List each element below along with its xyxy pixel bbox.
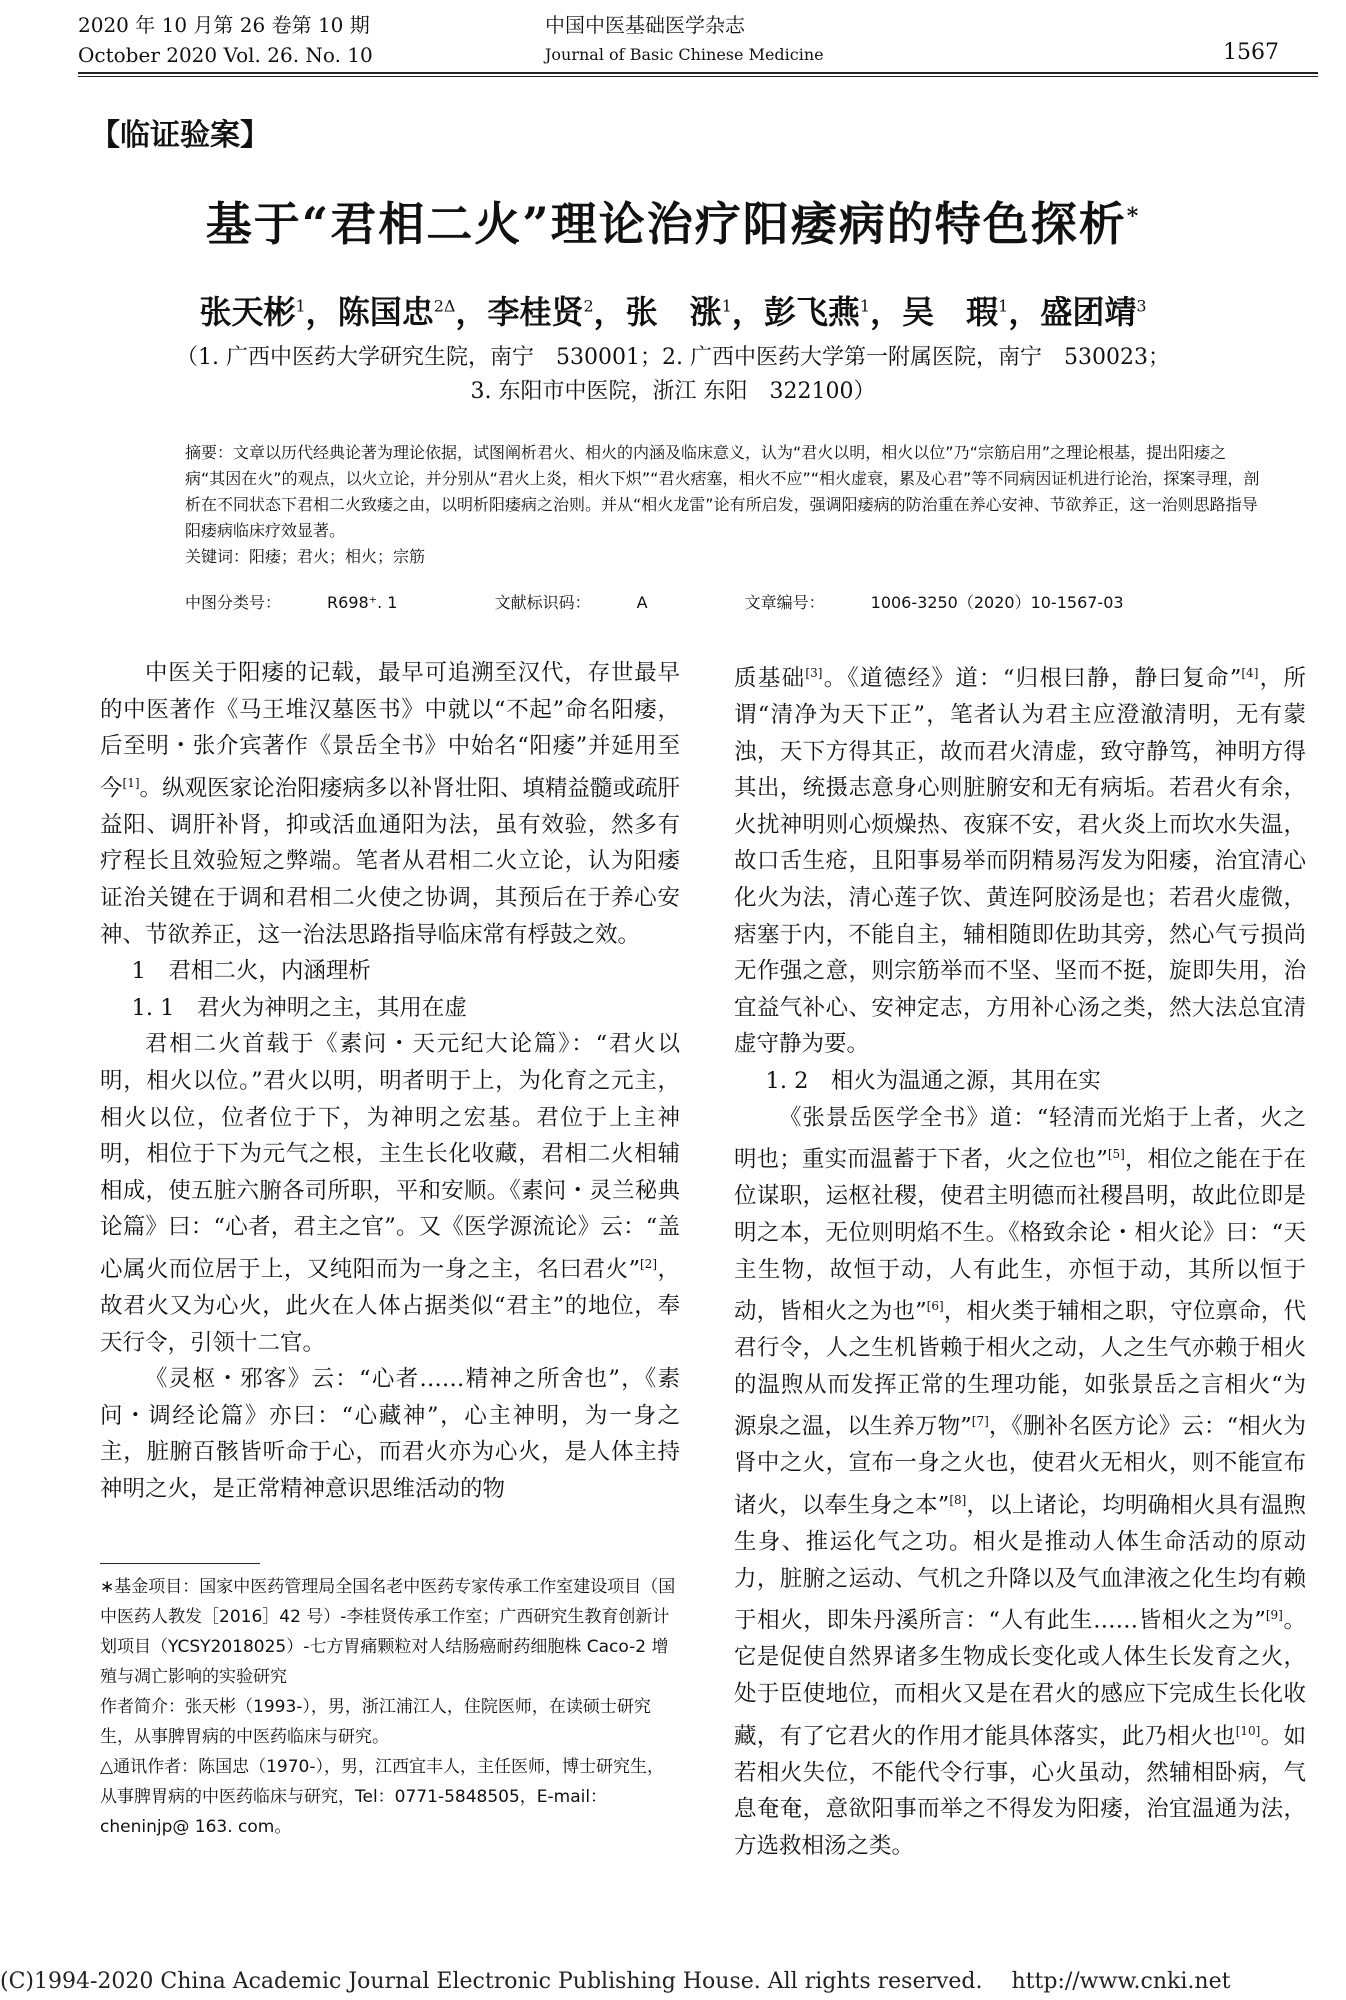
paragraph-text: ，《删补名医方论》云：“相火为肾中之火，宣布一身之火也，使君火无相火，则不能宣布诸火，以奉生身之本” <box>734 1413 1306 1519</box>
author-affil-sup: 1 <box>295 296 306 316</box>
paragraph-text: 。如若相火失位，不能代令行事，心火虽动，然辅相卧病，气息奄奄，意欲阳事而举之不得发为阳痿，治宜温通为法，方选救相汤之类。 <box>734 1723 1306 1859</box>
section-tag: 【临证验案】 <box>90 118 270 153</box>
paragraph-text: ，故君火又为心火，此火在人体占据类似“君主”的地位，奉天行令，引领十二官。 <box>100 1256 680 1356</box>
clc-label: 中图分类号： <box>185 593 282 612</box>
journal-name-cn: 中国中医基础医学杂志 <box>545 13 745 37</box>
author-affil-sup: 1 <box>859 296 871 316</box>
paragraph-text: 中医关于阳痿的记载，最早可追溯至汉代，存世最早的中医著作《马王堆汉墓医书》中就以“不起”命名阳痿，后至明・张介宾著作《景岳全书》中始名“阳痿”并延用至今 <box>100 660 680 802</box>
paragraph-text: ，以上诸论，均明确相火具有温煦生身、推运化气之功。相火是推动人体生命活动的原动力，脏腑之运动、气机之升降以及气血津液之化生均有赖于相火，即朱丹溪所言：“人有此生……皆相火之为” <box>734 1492 1306 1634</box>
abstract-text: 文章以历代经典论著为理论依据，试图阐析君火、相火的内涵及临床意义，认为“君火以明，相火以位”乃“宗筋启用”之理论根基，提出阳痿之病“其因在火”的观点，以火立论，并分别从“君火上炎，相火下炽”“君火痞塞，相火不应”“相火虚衰，累及心君”等不同病因证机进行论治，探案寻理，剖析在不同状态下君相二火致痿之由，以明析阳痿病之治则。并从“相火龙雷”论有所启发，强调阳痿病的防治重在养心安神、节欲养正，这一治则思路指导阳痿病临床疗效显著。 <box>185 443 1260 540</box>
paragraph-text: 。纵观医家论治阳痿病多以补肾壮阳、填精益髓或疏肝益阳、调肝补肾，抑或活血通阳为法，虽有效验，然多有疗程长且效验短之弊端。笔者从君相二火立论，认为阳痿证治关键在于调和君相二火使之协调，其预后在于养心安神、节欲养正，这一治法思路指导临床常有桴鼓之效。 <box>100 775 680 948</box>
paragraph-text: ，相位之能在于在位谋职，运枢社稷，使君主明德而社稷昌明，故此位即是明之本，无位则明焰不生。《格致余论・相火论》曰：“天主生物，故恒于动，人有此生，亦恒于动，其所以恒于动，皆相火之为也” <box>734 1146 1306 1325</box>
author: 张 涨 <box>625 293 722 331</box>
journal-issue-info <box>78 10 373 70</box>
issue-en: October 2020 Vol. 26. No. 10 <box>78 43 373 67</box>
fund-footnote: ∗基金项目：国家中医药管理局全国名老中医药专家传承工作室建设项目（国中医药人教发［2016］42 号）-李桂贤传承工作室；广西研究生教育创新计划项目（YCSY2018025）-七方胃痛颗粒对人结肠癌耐药细胞株 Caco-2 增殖与凋亡影响的实验研究 <box>100 1577 676 1687</box>
abstract-label: 摘要： <box>185 443 234 462</box>
citation: [10] <box>1235 1723 1261 1738</box>
subsection-heading: 1. 2 相火为温通之源，其用在实 <box>765 1068 1101 1095</box>
title-fund-mark: * <box>1126 203 1141 230</box>
citation: [8] <box>949 1493 967 1508</box>
doc-code-value: A <box>636 593 648 612</box>
author-affil-sup: 2 <box>583 296 594 316</box>
corresponding-footnote: △通讯作者：陈国忠（1970-），男，江西宜丰人，主任医师，博士研究生，从事脾胃病的中医药临床与研究，Tel：0771-5848505，E-mail：cheninjp@ 163. com。 <box>100 1757 664 1837</box>
section-heading: 1 君相二火，内涵理析 <box>131 958 371 985</box>
abstract <box>185 440 1265 570</box>
paragraph <box>100 655 680 953</box>
journal-name-en: Journal of Basic Chinese Medicine <box>545 45 824 64</box>
citation: [3] <box>805 666 823 680</box>
citation: [7] <box>971 1414 989 1429</box>
doc-code-label: 文献标识码： <box>494 593 591 612</box>
article-title <box>0 188 1346 254</box>
paragraph-text: 君相二火首载于《素问・天元纪大论篇》：“君火以明，相火以位。”君火以明，明者明于上，为化育之元主，相火以位，位者位于下，为神明之宏基。君位于上主神明，相位于下为元气之根，主生长化收藏，君相二火相辅相成，使五脏六腑各司所职，平和安顺。《素问・灵兰秘典论篇》曰：“心者，君主之官”。又《医学源流论》云：“盖心属火而位居于上，又纯阳而为一身之主，名曰君火” <box>100 1031 680 1283</box>
header-rule-thin <box>78 76 1318 77</box>
footnote-rule <box>100 1563 260 1564</box>
citation: [5] <box>1107 1147 1125 1162</box>
citation: [4] <box>1241 666 1259 680</box>
article-title-text: 基于“君相二火”理论治疗阳痿病的特色探析 <box>205 197 1127 251</box>
paragraph-text: ，所谓“清净为天下正”，笔者认为君主应澄澈清明，无有蒙浊，天下方得其正，故而君火清虚，致守静笃，神明方得其出，统摄志意身心则脏腑安和无有病垢。若君火有余，火扰神明则心烦燥热、夜寐不安，君火炎上而坎水失温，故口舌生疮，且阳事易举而阴精易泻发为阳痿，治宜清心化火为法，清心莲子饮、黄连阿胶汤是也；若君火虚微，痞塞于内，不能自主，辅相随即佐助其旁，然心气亏损尚无作强之意，则宗筋举而不坚、坚而不挺，旋即失用，治宜益气补心、安神定志，方用补心汤之类，然大法总宜清虚守静为要。 <box>734 665 1306 1058</box>
author-list: 张天彬$^1$，陈国忠$^{2\Delta}$，李桂贤$^2$，张 涨$^1$，彭飞燕$^1$，吴 瑕$^1$，盛团靖$^3$ <box>199 293 1147 331</box>
author-affil-sup: 3 <box>1136 296 1147 316</box>
author-affil-sup: 1 <box>721 296 732 316</box>
author-affil-sup: 2Δ <box>433 296 456 316</box>
paragraph-text: 。《道德经》道：“归根曰静，静曰复命” <box>822 665 1242 692</box>
author: 彭飞燕 <box>763 293 860 331</box>
citation: [2] <box>640 1257 657 1271</box>
body-column-left <box>100 655 680 1508</box>
citation: [6] <box>926 1299 944 1314</box>
author: 张天彬 <box>199 293 296 331</box>
journal-name <box>545 10 824 70</box>
author-footnote: 作者简介：张天彬（1993-），男，浙江浦江人，住院医师，在读硕士研究生，从事脾胃病的中医药临床与研究。 <box>100 1697 651 1747</box>
classification-row <box>185 590 1216 613</box>
paragraph-text: 《张景岳医学全书》道：“轻清而光焰于上者，火之明也；重实而温蓄于下者，火之位也” <box>734 1104 1306 1173</box>
footnotes <box>100 1572 680 1842</box>
paragraph: 《灵枢・邪客》云：“心者……精神之所舍也”，《素问・调经论篇》亦曰：“心藏神”，心主神明，为一身之主，脏腑百骸皆听命于心，而君火亦为心火，是人体主持神明之火，是正常精神意识思维活动的物 <box>100 1366 680 1503</box>
citation: [1] <box>122 775 140 790</box>
article-no-value: 1006-3250（2020）10-1567-03 <box>870 593 1124 612</box>
header-rule <box>78 72 1318 74</box>
subsection-heading: 1. 1 君火为神明之主，其用在虚 <box>131 994 467 1021</box>
paragraph-text: ，相火类于辅相之职，守位禀命，代君行令，人之生机皆赖于相火之动，人之生气亦赖于相火的温煦从而发挥正常的生理功能，如张景岳之言相火“为源泉之温，以生养万物” <box>734 1298 1306 1440</box>
keywords: 阳痿；君火；相火；宗筋 <box>249 547 426 566</box>
clc-value: R698⁺. 1 <box>327 593 398 612</box>
author: 李桂贤 <box>487 293 584 331</box>
paragraph-text: 质基础 <box>734 665 806 692</box>
page-number: 1567 <box>1223 40 1279 65</box>
keywords-label: 关键词： <box>185 547 250 566</box>
paragraph-text: 。它是促使自然界诸多生物成长变化或人体生长发育之火，处于臣使地位，而相火又是在君火的感应下完成生长化收藏，有了它君火的作用才能具体落实，此乃相火也 <box>734 1607 1306 1750</box>
copyright-line: (C)1994-2020 China Academic Journal Electronic Publishing House. All rights reserved. http://www.cnki.net <box>0 1969 1231 1994</box>
author: 盛团靖 <box>1040 293 1137 331</box>
article-no-label: 文章编号： <box>744 593 825 612</box>
author: 吴 瑕 <box>902 293 999 331</box>
affiliation-line-2: 3. 东阳市中医院，浙江 东阳 322100） <box>470 379 876 404</box>
paragraph <box>734 1100 1306 1865</box>
paragraph <box>734 655 1306 1063</box>
body-column-right <box>734 655 1306 1865</box>
paragraph <box>100 1026 680 1361</box>
author: 陈国忠 <box>337 293 434 331</box>
issue-cn: 2020 年 10 月第 26 卷第 10 期 <box>78 13 370 37</box>
citation: [9] <box>1265 1608 1283 1623</box>
author-affil-sup: 1 <box>998 296 1009 316</box>
affiliation-line-1: （1. 广西中医药大学研究生院，南宁 530001；2. 广西中医药大学第一附属医院，南宁 530023； <box>176 345 1170 370</box>
